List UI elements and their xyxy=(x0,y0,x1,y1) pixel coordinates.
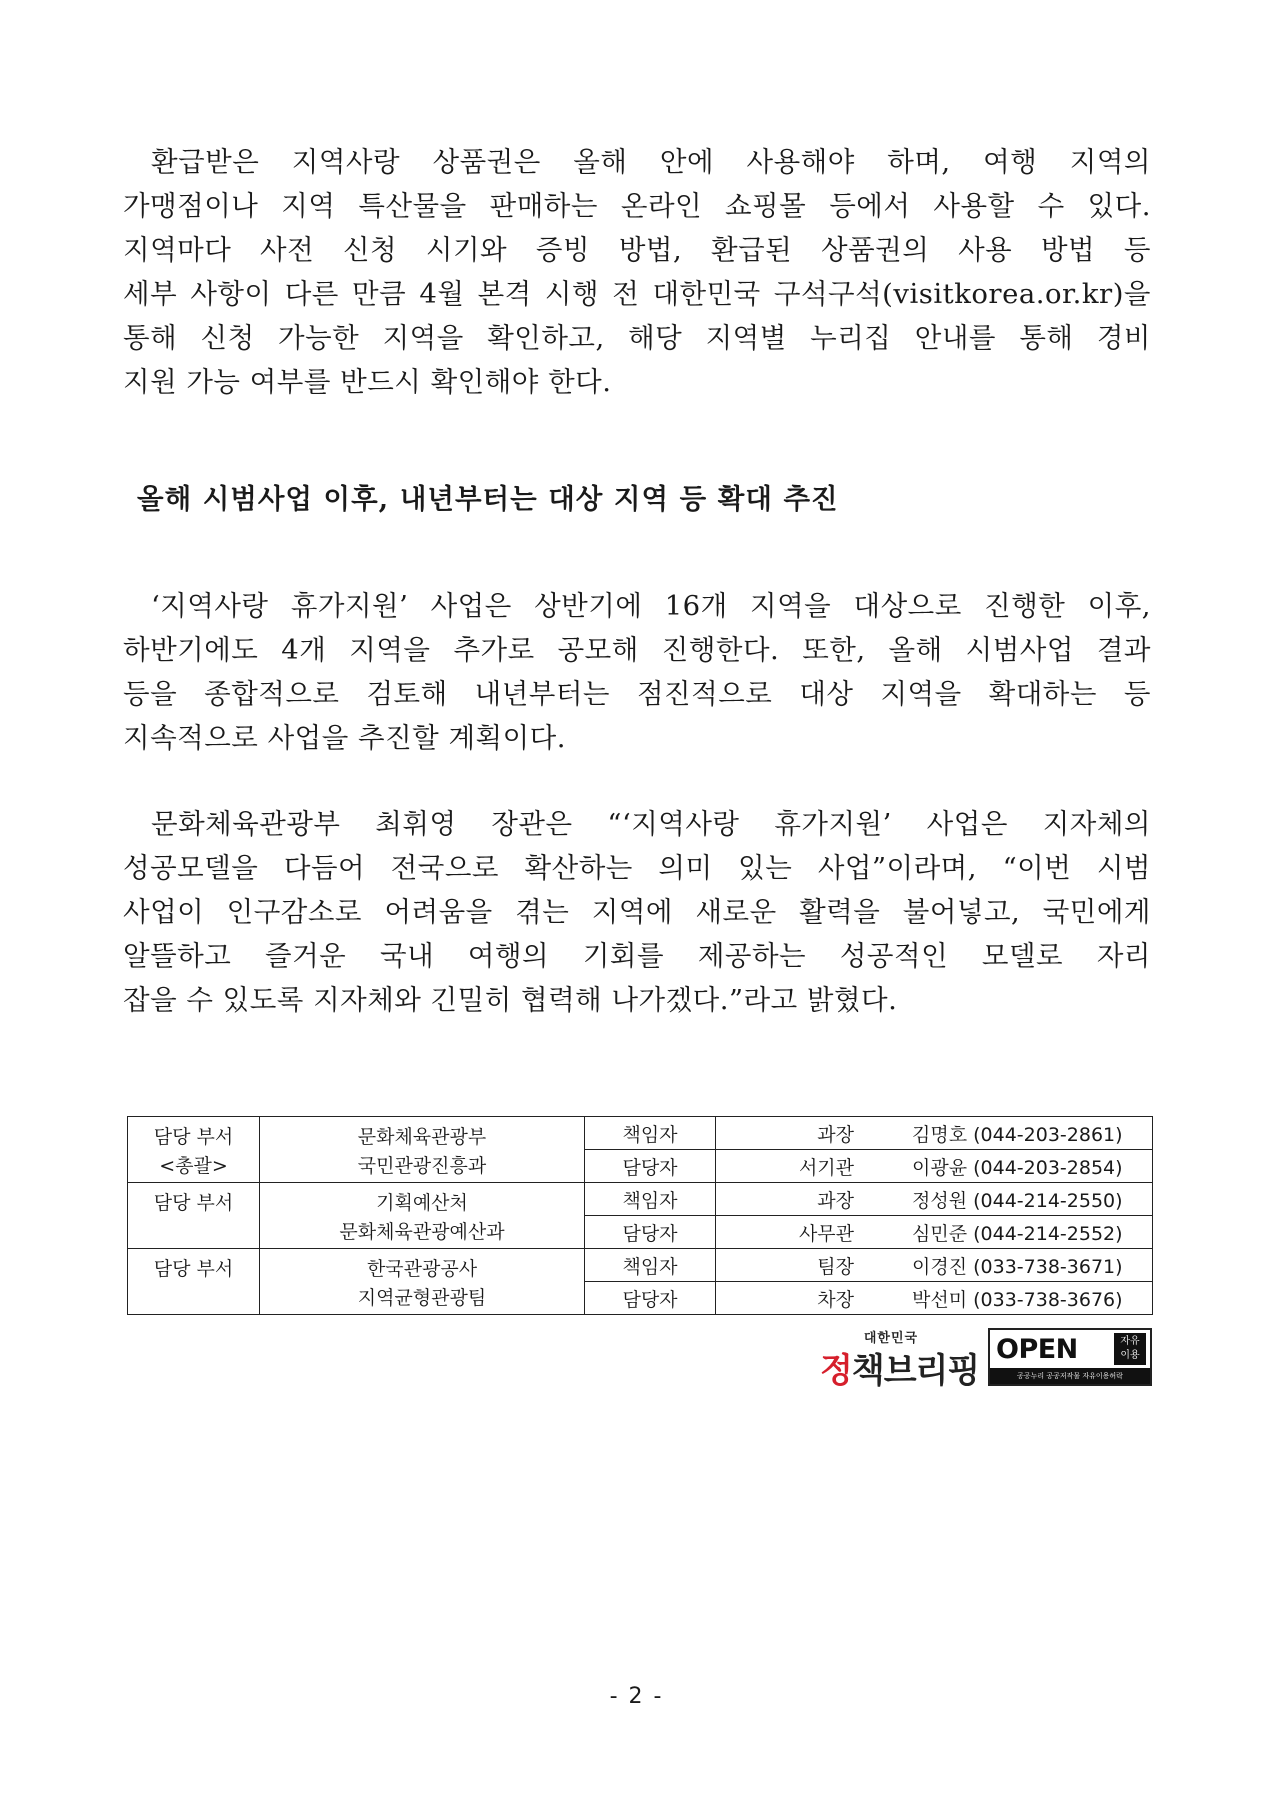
paragraph-refund-usage xyxy=(123,140,1151,404)
dept-cell xyxy=(128,1183,260,1249)
kogl-open-badge xyxy=(988,1328,1152,1386)
text-line: 알뜰하고 즐거운 국내 여행의 기회를 제공하는 성공적인 모델로 자리 xyxy=(123,940,1151,972)
contact-name: 김명호 xyxy=(912,1123,968,1146)
role-cell: 담당자 xyxy=(585,1150,716,1183)
role-cell: 담당자 xyxy=(585,1282,716,1315)
org-cell xyxy=(260,1183,585,1249)
position-cell: 서기관 xyxy=(716,1150,863,1183)
org-name: 문화체육관광부 xyxy=(357,1126,487,1148)
contact-phone: (044-203-2854) xyxy=(973,1156,1123,1179)
dept-note: <총괄> xyxy=(159,1155,228,1177)
logo-caption: 대한민국 xyxy=(863,1331,919,1346)
paragraph-expansion-plan xyxy=(123,584,1151,760)
text-line: 지속적으로 사업을 추진할 계획이다. xyxy=(123,722,566,754)
text-line: 가맹점이나 지역 특산물을 판매하는 온라인 쇼핑몰 등에서 사용할 수 있다. xyxy=(123,190,1151,222)
contact-cell xyxy=(862,1216,1153,1249)
logo-accent-char: 정 xyxy=(820,1351,852,1391)
dept-label: 담당 부서 xyxy=(153,1192,234,1214)
role-cell: 책임자 xyxy=(585,1117,716,1150)
org-name: 한국관광공사 xyxy=(366,1258,478,1280)
org-cell xyxy=(260,1249,585,1315)
contact-phone: (033-738-3676) xyxy=(973,1288,1123,1311)
contact-cell xyxy=(862,1249,1153,1282)
contact-phone: (044-203-2861) xyxy=(973,1123,1123,1146)
role-cell: 책임자 xyxy=(585,1183,716,1216)
text-line: 등을 종합적으로 검토해 내년부터는 점진적으로 대상 지역을 확대하는 등 xyxy=(123,678,1151,710)
role-cell: 책임자 xyxy=(585,1249,716,1282)
contact-name: 정성원 xyxy=(912,1189,968,1212)
dept-label: 담당 부서 xyxy=(153,1126,234,1148)
text-line: 지역마다 사전 신청 시기와 증빙 방법, 환급된 상품권의 사용 방법 등 xyxy=(123,234,1151,266)
text-line: 지원 가능 여부를 반드시 확인해야 한다. xyxy=(123,366,612,398)
section-heading: 올해 시범사업 이후, 내년부터는 대상 지역 등 확대 추진 xyxy=(137,483,839,515)
logo-wordmark xyxy=(820,1343,980,1392)
text-line: 환급받은 지역사랑 상품권은 올해 안에 사용해야 하며, 여행 지역의 xyxy=(151,146,1151,178)
text-line: 통해 신청 가능한 지역을 확인하고, 해당 지역별 누리집 안내를 통해 경비 xyxy=(123,322,1151,354)
text-line: 하반기에도 4개 지역을 추가로 공모해 진행한다. 또한, 올해 시범사업 결과 xyxy=(123,634,1151,666)
contact-name: 심민준 xyxy=(912,1222,968,1245)
policy-briefing-logo xyxy=(820,1327,980,1393)
org-cell xyxy=(260,1117,585,1183)
page-number: - 2 - xyxy=(609,1684,664,1709)
contact-cell xyxy=(862,1150,1153,1183)
org-name: 기획예산처 xyxy=(376,1192,468,1214)
open-wordmark: OPEN xyxy=(996,1334,1078,1365)
contact-phone: (033-738-3671) xyxy=(973,1255,1123,1278)
free-use-box xyxy=(1114,1333,1146,1365)
free-use-line: 이용 xyxy=(1120,1350,1140,1361)
contact-name: 이경진 xyxy=(912,1255,968,1278)
role-cell: 담당자 xyxy=(585,1216,716,1249)
table-row xyxy=(128,1183,1153,1216)
contact-cell xyxy=(862,1282,1153,1315)
position-cell: 차장 xyxy=(716,1282,863,1315)
position-cell: 과장 xyxy=(716,1183,863,1216)
contact-table xyxy=(127,1116,1153,1315)
dept-cell xyxy=(128,1117,260,1183)
dept-label: 담당 부서 xyxy=(153,1258,234,1280)
org-division: 국민관광진흥과 xyxy=(357,1155,487,1177)
contact-name: 박선미 xyxy=(912,1288,968,1311)
text-line: ‘지역사랑 휴가지원’ 사업은 상반기에 16개 지역을 대상으로 진행한 이후, xyxy=(151,590,1151,622)
text-line: 성공모델을 다듬어 전국으로 확산하는 의미 있는 사업”이라며, “이번 시범 xyxy=(123,852,1151,884)
contact-phone: (044-214-2550) xyxy=(973,1189,1123,1212)
contact-cell xyxy=(862,1117,1153,1150)
position-cell: 사무관 xyxy=(716,1216,863,1249)
position-cell: 과장 xyxy=(716,1117,863,1150)
text-line: 사업이 인구감소로 어려움을 겪는 지역에 새로운 활력을 불어넣고, 국민에게 xyxy=(123,896,1151,928)
contact-cell xyxy=(862,1183,1153,1216)
contact-phone: (044-214-2552) xyxy=(973,1222,1123,1245)
badge-top xyxy=(990,1330,1150,1368)
paragraph-minister-quote xyxy=(123,802,1151,1022)
position-cell: 팀장 xyxy=(716,1249,863,1282)
text-line: 세부 사항이 다른 만큼 4월 본격 시행 전 대한민국 구석구석(visitkorea.or.kr)을 xyxy=(123,278,1151,310)
badge-footer: 공공누리 공공저작물 자유이용허락 xyxy=(990,1368,1150,1384)
free-use-line: 자유 xyxy=(1120,1336,1140,1347)
text-line: 잡을 수 있도록 지자체와 긴밀히 협력해 나가겠다.”라고 밝혔다. xyxy=(123,984,898,1016)
logo-rest: 책브리핑 xyxy=(851,1351,980,1391)
dept-cell xyxy=(128,1249,260,1315)
text-line: 문화체육관광부 최휘영 장관은 “‘지역사랑 휴가지원’ 사업은 지자체의 xyxy=(151,808,1151,840)
table-row xyxy=(128,1117,1153,1150)
table-row xyxy=(128,1249,1153,1282)
org-division: 지역균형관광팀 xyxy=(357,1287,487,1309)
contact-name: 이광윤 xyxy=(912,1156,968,1179)
org-division: 문화체육관광예산과 xyxy=(339,1221,505,1243)
